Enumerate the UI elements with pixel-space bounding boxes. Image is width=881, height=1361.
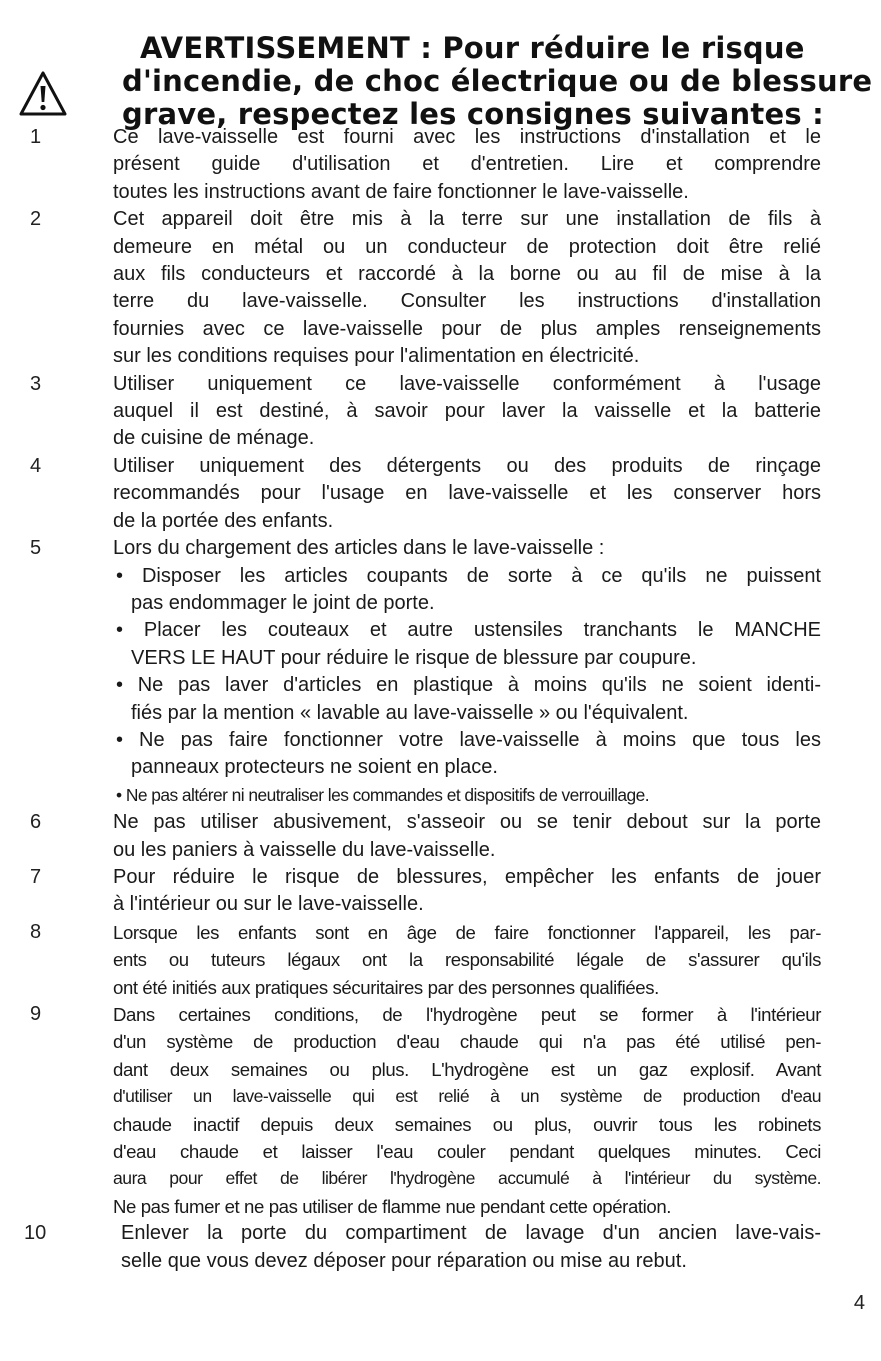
bullet-item-continuation: panneaux protecteurs ne soient en place. [131, 756, 498, 779]
item-number: 1 [30, 126, 42, 148]
bullet-item: • Disposer les articles coupants de sorte à ce qu'ils ne puissent [116, 564, 821, 587]
item-text-line: à l'intérieur ou sur le lave-vaisselle. [113, 893, 424, 916]
item-text-line: sur les conditions requises pour l'alimentation en électricité. [113, 345, 640, 368]
list-item [0, 1220, 881, 1275]
item-text-line: terre du lave-vaisselle. Consulter les instructions d'installation [113, 290, 821, 313]
item-number: 2 [30, 208, 42, 231]
item-text-line: recommandés pour l'usage en lave-vaisselle et les conserver hors [113, 482, 821, 505]
item-text-line: d'utiliser un lave-vaisselle qui est relié à un système de production d'eau [113, 1086, 821, 1107]
item-text-line: Pour réduire le risque de blessures, empêcher les enfants de jouer [113, 865, 821, 888]
list-item [0, 864, 881, 919]
item-text-line: d'un système de production d'eau chaude qui n'a pas été utilisé pen- [113, 1031, 821, 1053]
warning-header [18, 31, 873, 131]
bullet-item-continuation: pas endommager le joint de porte. [131, 591, 435, 614]
item-text-line: Cet appareil doit être mis à la terre sur une installation de fils à [113, 208, 821, 231]
item-number: 8 [30, 920, 42, 943]
item-text-line: de cuisine de ménage. [113, 427, 315, 450]
item-text-line: ont été initiés aux pratiques sécuritaires par des personnes qualifiées. [113, 976, 659, 998]
bullet-item: • Ne pas faire fonctionner votre lave-vaisselle à moins que tous les [116, 728, 821, 751]
item-text-line: chaude inactif depuis deux semaines ou plus, ouvrir tous les robinets [113, 1113, 821, 1135]
page-number: 4 [853, 1292, 865, 1314]
item-text-line: aux fils conducteurs et raccordé à la borne ou au fil de mise à la [113, 263, 821, 286]
warning-title [122, 31, 873, 131]
item-text-line: aura pour effet de libérer l'hydrogène accumulé à l'intérieur du système. [113, 1168, 821, 1189]
item-number: 4 [30, 454, 42, 477]
item-text-line: fournies avec ce lave-vaisselle pour de plus amples renseignements [113, 317, 821, 340]
list-item [0, 124, 881, 206]
list-item [0, 809, 881, 864]
item-text-line: demeure en métal ou un conducteur de protection doit être relié [113, 235, 821, 258]
item-number: 9 [30, 1003, 42, 1025]
warning-title-line: grave, respectez les consignes suivantes : [122, 97, 824, 131]
bullet-item-continuation: fiés par la mention « lavable au lave-vaisselle » ou l'équivalent. [131, 701, 689, 724]
item-text-line: Dans certaines conditions, de l'hydrogène peut se former à l'intérieur [113, 1004, 821, 1025]
list-item [0, 535, 881, 809]
bullet-item: • Placer les couteaux et autre ustensiles tranchants le MANCHE [116, 619, 821, 642]
item-text-line: ents ou tuteurs légaux ont la responsabilité légale de s'assurer qu'ils [113, 949, 821, 971]
item-text-line: Enlever la porte du compartiment de lavage d'un ancien lave-vais- [121, 1222, 821, 1245]
warning-title-line: AVERTISSEMENT : Pour réduire le risque [140, 31, 805, 65]
list-item [0, 919, 881, 1001]
item-number: 5 [30, 537, 42, 560]
list-item [0, 453, 881, 535]
warning-title-line: d'incendie, de choc électrique ou de blessure [122, 64, 873, 98]
item-text-line: auquel il est destiné, à savoir pour laver la vaisselle et la batterie [113, 400, 821, 423]
item-number: 3 [30, 372, 42, 395]
item-text-line: Utiliser uniquement ce lave-vaisselle conformément à l'usage [113, 372, 821, 395]
item-text-line: toutes les instructions avant de faire fonctionner le lave-vaisselle. [113, 180, 689, 203]
item-text-line: Lorsque les enfants sont en âge de faire fonctionner l'appareil, les par- [113, 921, 821, 943]
item-text-line: présent guide d'utilisation et d'entretien. Lire et comprendre [113, 153, 821, 176]
warning-triangle-icon [18, 70, 68, 118]
item-number: 10 [24, 1222, 47, 1245]
item-text-line: ou les paniers à vaisselle du lave-vaisselle. [113, 838, 496, 861]
item-text-line: Ce lave-vaisselle est fourni avec les instructions d'installation et le [113, 126, 821, 148]
item-text-line: selle que vous devez déposer pour réparation ou mise au rebut. [121, 1249, 687, 1272]
item-text-line: d'eau chaude et laisser l'eau couler pendant quelques minutes. Ceci [113, 1141, 821, 1163]
item-text-line: dant deux semaines ou plus. L'hydrogène est un gaz explosif. Avant [113, 1058, 821, 1080]
list-item [0, 371, 881, 453]
safety-instructions-list [0, 124, 881, 1275]
item-text-line: Lors du chargement des articles dans le lave-vaisselle : [113, 537, 605, 560]
item-number: 6 [30, 811, 42, 834]
item-text-line: Ne pas utiliser abusivement, s'asseoir ou se tenir debout sur la porte [113, 811, 821, 834]
item-text-line: Ne pas fumer et ne pas utiliser de flamme nue pendant cette opération. [113, 1195, 672, 1217]
list-item [0, 206, 881, 370]
bullet-item: • Ne pas altérer ni neutraliser les commandes et dispositifs de verrouillage. [116, 784, 650, 805]
item-text-line: de la portée des enfants. [113, 509, 334, 532]
bullet-item: • Ne pas laver d'articles en plastique à moins qu'ils ne soient identi- [116, 674, 821, 697]
item-number: 7 [30, 865, 42, 888]
list-item [0, 1001, 881, 1220]
item-text-line: Utiliser uniquement des détergents ou des produits de rinçage [113, 454, 821, 477]
bullet-item-continuation: VERS LE HAUT pour réduire le risque de blessure par coupure. [131, 646, 697, 669]
